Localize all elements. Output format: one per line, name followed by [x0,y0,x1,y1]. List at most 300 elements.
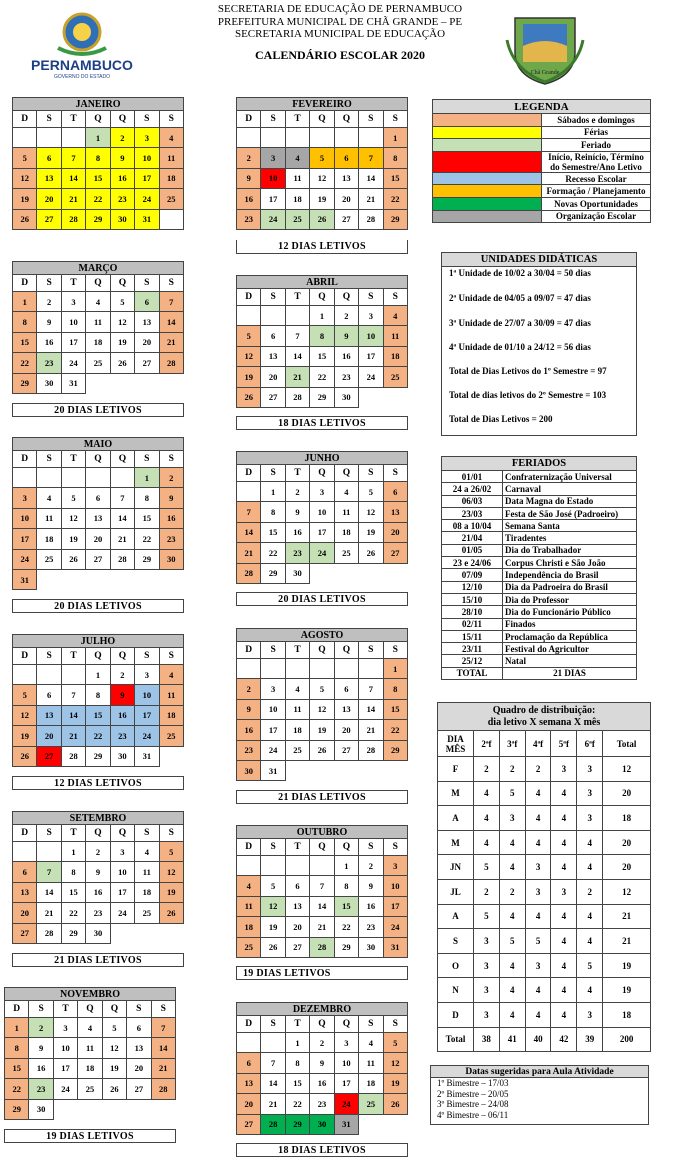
calendar-day: 10 [334,1053,358,1073]
calendar-day: T [61,648,85,665]
calendar-day: 13 [334,168,358,188]
legend-swatch [433,210,542,223]
calendar-day: 20 [237,1094,261,1114]
calendar-day: 30 [237,760,261,780]
calendar-day: 25 [285,209,309,229]
calendar-day: 3 [135,128,159,148]
calendar-day: 13 [261,346,285,366]
calendar-day: 11 [334,502,358,522]
calendar-day: Q [86,825,110,842]
calendar-day: 17 [135,168,159,188]
calendar-day: 7 [151,1018,175,1038]
calendar-day: 18 [383,346,407,366]
calendar-day: 10 [261,699,285,719]
calendar-day: 25 [383,367,407,387]
calendar-day: 12 [261,896,285,916]
legend-swatch [433,197,542,210]
calendar-day: Q [310,289,334,306]
calendar-day: 10 [135,685,159,705]
calendar-day: 30 [285,563,309,583]
calendar-day: 20 [285,917,309,937]
table-cell: JL [438,879,474,904]
table-cell: 3 [499,806,525,831]
month-name: OUTUBRO [237,826,408,839]
calendar-day: 4 [86,292,110,312]
table-cell: 06/03 [442,495,503,507]
calendar-day: Q [110,111,134,128]
table-cell: 3 [474,1002,500,1027]
calendar-day: 14 [359,168,383,188]
calendar-day: 5 [359,482,383,502]
calendar-day: 16 [310,1073,334,1093]
calendar-day: 9 [237,168,261,188]
month-name: MARÇO [13,262,184,275]
calendar-day: 13 [135,312,159,332]
calendar-day: 18 [285,189,309,209]
calendar-day: 31 [135,209,159,229]
letivos-junho: 20 DIAS LETIVOS [236,592,408,606]
table-cell: 4 [525,781,551,806]
calendar-day: 26 [102,1079,126,1099]
calendar-janeiro [12,97,184,230]
calendar-day: 23 [29,1079,53,1099]
table-cell: 4 [551,855,577,880]
calendar-day: 20 [334,720,358,740]
svg-text:GOVERNO DO ESTADO: GOVERNO DO ESTADO [53,74,111,80]
calendar-day: Q [310,1016,334,1033]
table-cell: 4 [499,953,525,978]
calendar-day: 14 [237,522,261,542]
calendar-day: 12 [102,1038,126,1058]
calendar-day: 8 [310,326,334,346]
calendar-day: 24 [383,917,407,937]
legend-label: Férias [542,126,651,139]
calendar-day [237,482,261,502]
calendar-day: 4 [159,128,183,148]
calendar-day: 13 [37,168,61,188]
month-name: SETEMBRO [13,812,184,825]
calendar-day: D [5,1001,29,1018]
table-cell: 2 [577,879,603,904]
calendar-day: 9 [359,876,383,896]
table-cell: 4 [525,904,551,929]
calendar-day: S [135,111,159,128]
calendar-fevereiro [236,97,408,230]
calendar-day: 11 [135,862,159,882]
legend-label: Organização Escolar [542,210,651,223]
calendar-day: S [261,289,285,306]
table-cell: 07/09 [442,569,503,581]
table-cell: 42 [551,1027,577,1052]
calendar-day: 27 [334,209,358,229]
header-line-3: SECRETARIA MUNICIPAL DE EDUCAÇÃO [234,28,446,40]
calendar-day [383,387,407,407]
table-cell: 3ªf [499,731,525,757]
table-cell: 18 [603,1002,651,1027]
calendar-day: 19 [261,917,285,937]
calendar-day: S [359,642,383,659]
calendar-day: Q [86,275,110,292]
calendar-day [359,387,383,407]
calendar-day: 30 [110,746,134,766]
calendar-day: 21 [159,332,183,352]
calendar-day: 2 [237,148,261,168]
calendar-day: 26 [383,1094,407,1114]
calendar-day: 21 [237,543,261,563]
calendar-day: 6 [383,482,407,502]
calendar-day: 21 [37,903,61,923]
letivos-novembro: 19 DIAS LETIVOS [4,1129,176,1143]
calendar-day: 13 [237,1073,261,1093]
calendar-day: 17 [334,1073,358,1093]
calendar-day: 3 [110,842,134,862]
calendar-day: 30 [110,209,134,229]
table-cell: Festival do Agricultor [503,643,637,655]
calendar-day: 6 [37,148,61,168]
letivos-fevereiro: 12 DIAS LETIVOS [236,240,408,254]
calendar-day: 18 [78,1058,102,1078]
calendar-day: 23 [310,1094,334,1114]
letivos-outubro: 19 DIAS LETIVOS [236,966,408,980]
table-cell: 21 [603,904,651,929]
table-cell: 3 [525,953,551,978]
calendar-day: 24 [261,740,285,760]
calendar-day: S [37,825,61,842]
calendar-day: 19 [359,522,383,542]
table-cell: 3 [577,1002,603,1027]
calendar-day: 4 [78,1018,102,1038]
calendar-day [110,569,134,589]
calendar-day [359,760,383,780]
table-cell: 5 [499,781,525,806]
calendar-day: 17 [261,189,285,209]
calendar-day: 29 [334,937,358,957]
calendar-day: T [61,451,85,468]
letivos-setembro: 21 DIAS LETIVOS [12,953,184,967]
table-cell: 4 [551,781,577,806]
table-cell: Festa de São José (Padroeiro) [503,507,637,519]
calendar-day: 15 [261,522,285,542]
calendar-day: 12 [310,168,334,188]
calendar-day: 10 [110,862,134,882]
cha-grande-crest [505,10,585,88]
calendar-day [135,923,159,943]
datas-item: 3º Bimestre – 24/08 [437,1099,509,1109]
calendar-day: 15 [285,1073,309,1093]
calendar-day: Q [310,465,334,482]
calendar-day: 18 [159,705,183,725]
table-cell: N [438,978,474,1003]
month-name: DEZEMBRO [237,1003,408,1016]
calendar-day [61,569,85,589]
calendar-day: 5 [383,1033,407,1053]
calendar-day [13,665,37,685]
calendar-julho [12,634,184,767]
calendar-abril [236,275,408,408]
calendar-day: 25 [334,543,358,563]
calendar-day: 3 [261,679,285,699]
calendar-day: 10 [13,508,37,528]
calendar-day: 29 [86,746,110,766]
table-cell: 5 [474,855,500,880]
calendar-day: S [135,648,159,665]
calendar-day: S [383,289,407,306]
calendar-day: 31 [261,760,285,780]
calendar-day: 8 [261,502,285,522]
table-cell: 5 [474,904,500,929]
table-cell: A [438,904,474,929]
calendar-day: S [359,839,383,856]
table-cell: 38 [474,1027,500,1052]
calendar-day [261,1033,285,1053]
table-cell: Finados [503,618,637,630]
calendar-day: 14 [285,346,309,366]
calendar-day: 31 [13,569,37,589]
svg-text:PERNAMBUCO: PERNAMBUCO [31,57,133,73]
calendar-day: 25 [285,740,309,760]
legend-label: Formação / Planejamento [542,185,651,198]
month-name: JANEIRO [13,98,184,111]
calendar-day: 22 [383,189,407,209]
calendar-day: Q [110,275,134,292]
calendar-day: 15 [310,346,334,366]
calendar-day [159,373,183,393]
calendar-day [159,209,183,229]
legend-swatch [433,185,542,198]
table-cell: 19 [603,978,651,1003]
calendar-day: 9 [37,312,61,332]
calendar-day: 28 [310,937,334,957]
calendar-day: Q [110,451,134,468]
calendar-day: 23 [334,367,358,387]
calendar-day: 18 [359,1073,383,1093]
calendar-day: 23 [359,917,383,937]
calendar-day: 3 [261,148,285,168]
calendar-day: 8 [86,685,110,705]
calendar-day: D [13,275,37,292]
table-cell: 15/11 [442,630,503,642]
quadro-row [438,757,651,782]
svg-text:Chã Grande: Chã Grande [530,70,560,76]
calendar-day: 16 [110,705,134,725]
calendar-day: 21 [310,917,334,937]
calendar-day: 17 [261,720,285,740]
calendar-day: 19 [310,189,334,209]
table-cell: 20 [603,830,651,855]
calendar-day: 7 [110,488,134,508]
table-cell: 4 [577,929,603,954]
calendar-day [359,128,383,148]
calendar-day: D [13,825,37,842]
table-cell: Dia do Funcionário Público [503,606,637,618]
calendar-day: 15 [5,1058,29,1078]
calendar-day: 30 [86,923,110,943]
calendar-day: 10 [383,876,407,896]
calendar-day: 8 [135,488,159,508]
calendar-day: 22 [135,529,159,549]
calendar-day: 22 [61,903,85,923]
letivos-maio: 20 DIAS LETIVOS [12,599,184,613]
calendar-day: 31 [383,937,407,957]
legend-title: LEGENDA [433,100,651,114]
calendar-day: 20 [37,189,61,209]
calendar-day: 3 [310,482,334,502]
calendar-day: 16 [334,346,358,366]
calendar-day: 6 [37,685,61,705]
calendar-day: 25 [86,353,110,373]
calendar-day: 1 [334,856,358,876]
calendar-day: 19 [159,882,183,902]
calendar-day: D [237,1016,261,1033]
calendar-day: 22 [86,726,110,746]
table-cell: 4 [499,1002,525,1027]
calendar-day: 17 [61,332,85,352]
calendar-day [61,468,85,488]
header-line-2: PREFEITURA MUNICIPAL DE CHÃ GRANDE – PE [217,15,463,28]
calendar-agosto [236,628,408,781]
calendar-day: 25 [159,726,183,746]
table-cell: 01/01 [442,471,503,483]
calendar-day: 17 [383,896,407,916]
calendar-day [334,563,358,583]
calendar-day: 1 [285,1033,309,1053]
calendar-day: Q [102,1001,126,1018]
calendar-day: 16 [285,522,309,542]
calendar-day: 22 [285,1094,309,1114]
quadro-row [438,1002,651,1027]
letivos-agosto: 21 DIAS LETIVOS [236,790,408,804]
table-cell: 4 [474,830,500,855]
calendar-day: 16 [359,896,383,916]
table-cell: Corpus Christi e São João [503,557,637,569]
calendar-day [102,1099,126,1119]
calendar-day: 11 [78,1038,102,1058]
calendar-day: 10 [359,326,383,346]
unidade-item: 4ª Unidade de 01/10 a 24/12 = 56 dias [449,342,591,352]
calendar-day: 9 [110,685,134,705]
calendar-day: 21 [261,1094,285,1114]
table-cell: Dia do Professor [503,593,637,605]
legend-label: Sábados e domingos [542,114,651,127]
calendar-day: 22 [86,189,110,209]
calendar-day [383,563,407,583]
table-cell: 3 [474,929,500,954]
datas-item: 2º Bimestre – 20/05 [437,1088,509,1099]
calendar-day: 27 [86,549,110,569]
calendar-day: D [237,289,261,306]
calendar-day: 21 [359,189,383,209]
calendar-day: 2 [334,306,358,326]
month-name: AGOSTO [237,629,408,642]
calendar-day: 23 [159,529,183,549]
calendar-day: 30 [29,1099,53,1119]
calendar-day [13,128,37,148]
legend-swatch [433,139,542,152]
table-cell: 4 [551,830,577,855]
table-cell: 3 [577,757,603,782]
calendar-day: 2 [359,856,383,876]
calendar-day: 15 [61,882,85,902]
calendar-day: 28 [359,209,383,229]
calendar-day: 24 [261,209,285,229]
calendar-day: 26 [13,746,37,766]
calendar-day: 23 [37,353,61,373]
table-cell: 08 a 10/04 [442,520,503,532]
calendar-day: 30 [159,549,183,569]
unidade-item: 2ª Unidade de 04/05 a 09/07 = 47 dias [449,293,591,303]
calendar-day: 26 [110,353,134,373]
table-cell: 21/04 [442,532,503,544]
calendar-day: 5 [13,148,37,168]
calendar-day: 23 [237,740,261,760]
table-cell: 4 [525,1002,551,1027]
calendar-day [261,128,285,148]
table-cell: 25/12 [442,655,503,667]
table-cell: 5 [499,929,525,954]
calendar-day: 24 [110,903,134,923]
calendar-day [159,569,183,589]
calendar-day [110,468,134,488]
calendar-day: 24 [53,1079,77,1099]
calendar-day: 31 [135,746,159,766]
calendar-day: 24 [334,1094,358,1114]
calendar-day: T [285,289,309,306]
table-cell: 3 [525,855,551,880]
calendar-day: 7 [61,685,85,705]
table-cell: Independência do Brasil [503,569,637,581]
calendar-day: 1 [5,1018,29,1038]
table-cell: 41 [499,1027,525,1052]
calendar-day: 25 [359,1094,383,1114]
calendar-day: 22 [334,917,358,937]
calendar-day: S [135,825,159,842]
calendar-day: S [261,1016,285,1033]
calendar-day: 12 [110,312,134,332]
calendar-day: 1 [383,128,407,148]
calendar-day: 4 [359,1033,383,1053]
pernambuco-logo [18,8,146,80]
calendar-day: 12 [359,502,383,522]
calendar-day: 6 [261,326,285,346]
unidades-didaticas [441,252,637,436]
calendar-day: 18 [334,522,358,542]
datas-title: Datas sugeridas para Aula Atividade [431,1066,648,1078]
calendar-day: 13 [86,508,110,528]
header-line-1: SECRETARIA DE EDUCAÇÃO DE PERNAMBUCO [217,3,463,15]
calendar-novembro [4,987,176,1120]
calendar-day: 2 [29,1018,53,1038]
calendar-day: 12 [310,699,334,719]
calendar-day: 11 [383,326,407,346]
calendar-day [61,128,85,148]
calendar-day: S [159,111,183,128]
table-cell: 3 [525,879,551,904]
calendar-day: 20 [37,726,61,746]
calendar-day: 8 [285,1053,309,1073]
calendar-day [237,1033,261,1053]
calendar-day: 8 [5,1038,29,1058]
calendar-day: 15 [383,168,407,188]
calendar-day: 27 [383,543,407,563]
calendar-day: S [261,642,285,659]
calendar-day: 14 [61,705,85,725]
table-cell: 2ªf [474,731,500,757]
calendar-day: 20 [334,189,358,209]
calendar-day: 27 [135,353,159,373]
calendar-day: 28 [61,746,85,766]
calendar-day: D [237,111,261,128]
calendar-day: 17 [135,705,159,725]
